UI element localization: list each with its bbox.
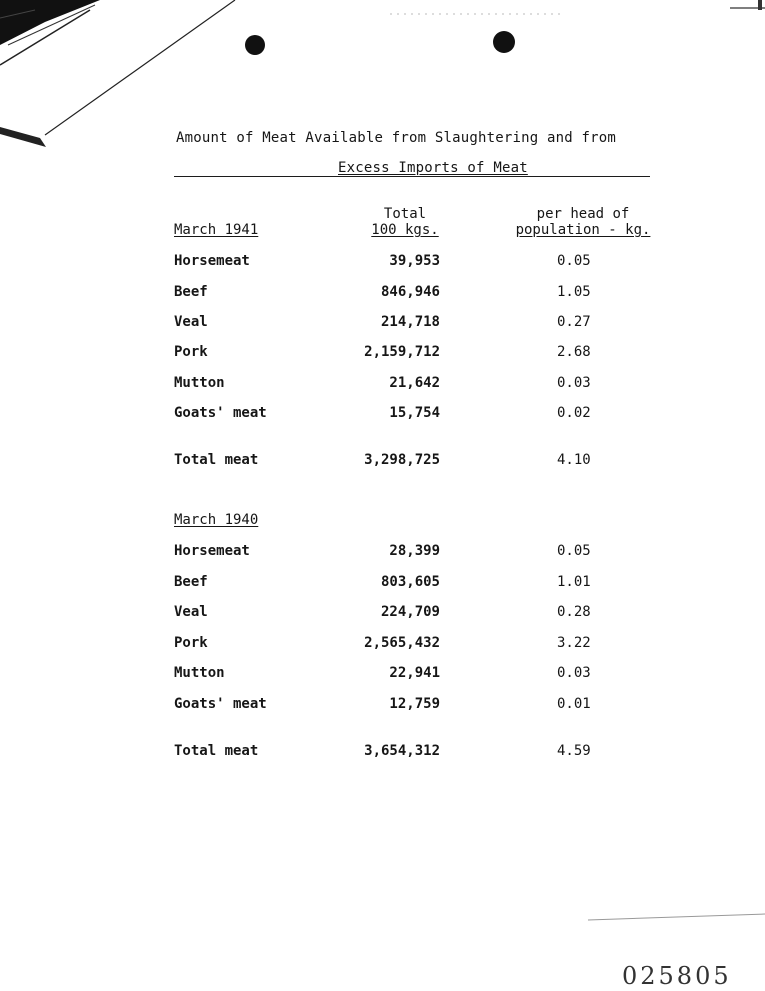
title-rule bbox=[174, 176, 650, 177]
total-row bbox=[174, 743, 654, 763]
row-name: Veal bbox=[174, 604, 208, 620]
folded-corner-graphic bbox=[0, 0, 235, 147]
row-total: 28,399 bbox=[389, 543, 440, 559]
row-name: Pork bbox=[174, 344, 208, 360]
bottom-right-stray-line bbox=[588, 914, 765, 920]
header-per-head bbox=[508, 206, 658, 238]
document-subtitle: Excess Imports of Meat bbox=[338, 160, 528, 176]
row-per-head: 0.03 bbox=[557, 375, 591, 391]
row-name: Veal bbox=[174, 314, 208, 330]
total-row-total: 3,654,312 bbox=[364, 743, 440, 759]
table-row bbox=[174, 314, 654, 334]
total-row-name: Total meat bbox=[174, 743, 259, 759]
row-name: Mutton bbox=[174, 665, 225, 681]
row-name: Beef bbox=[174, 574, 208, 590]
table-row bbox=[174, 574, 654, 594]
top-right-corner-mark bbox=[758, 0, 762, 10]
total-row-per-head: 4.59 bbox=[557, 743, 591, 759]
row-name: Horsemeat bbox=[174, 543, 250, 559]
row-per-head: 0.05 bbox=[557, 543, 591, 559]
row-name: Mutton bbox=[174, 375, 225, 391]
row-total: 22,941 bbox=[389, 665, 440, 681]
total-row-per-head: 4.10 bbox=[557, 452, 591, 468]
table-row bbox=[174, 635, 654, 655]
row-name: Goats' meat bbox=[174, 405, 267, 421]
row-per-head: 0.27 bbox=[557, 314, 591, 330]
table-row bbox=[174, 344, 654, 364]
total-row bbox=[174, 452, 654, 472]
header-total-line1: Total bbox=[383, 206, 427, 222]
total-row-name: Total meat bbox=[174, 452, 259, 468]
row-total: 214,718 bbox=[380, 314, 440, 330]
section-label-march-1941: March 1941 bbox=[174, 222, 259, 238]
row-per-head: 1.01 bbox=[557, 574, 591, 590]
table-row bbox=[174, 665, 654, 685]
row-per-head: 0.03 bbox=[557, 665, 591, 681]
row-per-head: 2.68 bbox=[557, 344, 591, 360]
row-total: 224,709 bbox=[380, 604, 440, 620]
row-total: 15,754 bbox=[389, 405, 440, 421]
row-per-head: 0.01 bbox=[557, 696, 591, 712]
table-row bbox=[174, 253, 654, 273]
row-per-head: 0.28 bbox=[557, 604, 591, 620]
table-row bbox=[174, 405, 654, 425]
row-total: 2,565,432 bbox=[364, 635, 440, 651]
row-name: Pork bbox=[174, 635, 208, 651]
table-row bbox=[174, 284, 654, 304]
table-row bbox=[174, 543, 654, 563]
row-per-head: 0.02 bbox=[557, 405, 591, 421]
row-total: 21,642 bbox=[389, 375, 440, 391]
document-stamp-number: 025805 bbox=[622, 962, 732, 990]
row-per-head: 1.05 bbox=[557, 284, 591, 300]
table-row bbox=[174, 604, 654, 624]
row-total: 39,953 bbox=[389, 253, 440, 269]
header-perhead-line2: population - kg. bbox=[515, 222, 651, 238]
row-total: 846,946 bbox=[380, 284, 440, 300]
header-perhead-line1: per head of bbox=[536, 206, 630, 222]
document-title: Amount of Meat Available from Slaughtering and from bbox=[176, 130, 617, 146]
header-total-line2: 100 kgs. bbox=[371, 222, 439, 238]
section-label-march-1940: March 1940 bbox=[174, 512, 259, 528]
punch-hole-right bbox=[493, 31, 515, 53]
row-name: Goats' meat bbox=[174, 696, 267, 712]
table-row bbox=[174, 375, 654, 395]
header-total bbox=[350, 206, 460, 238]
punch-hole-left bbox=[245, 35, 265, 55]
row-total: 803,605 bbox=[380, 574, 440, 590]
row-per-head: 3.22 bbox=[557, 635, 591, 651]
row-name: Beef bbox=[174, 284, 208, 300]
row-total: 2,159,712 bbox=[364, 344, 440, 360]
table-row bbox=[174, 696, 654, 716]
row-total: 12,759 bbox=[389, 696, 440, 712]
row-per-head: 0.05 bbox=[557, 253, 591, 269]
row-name: Horsemeat bbox=[174, 253, 250, 269]
total-row-total: 3,298,725 bbox=[364, 452, 440, 468]
